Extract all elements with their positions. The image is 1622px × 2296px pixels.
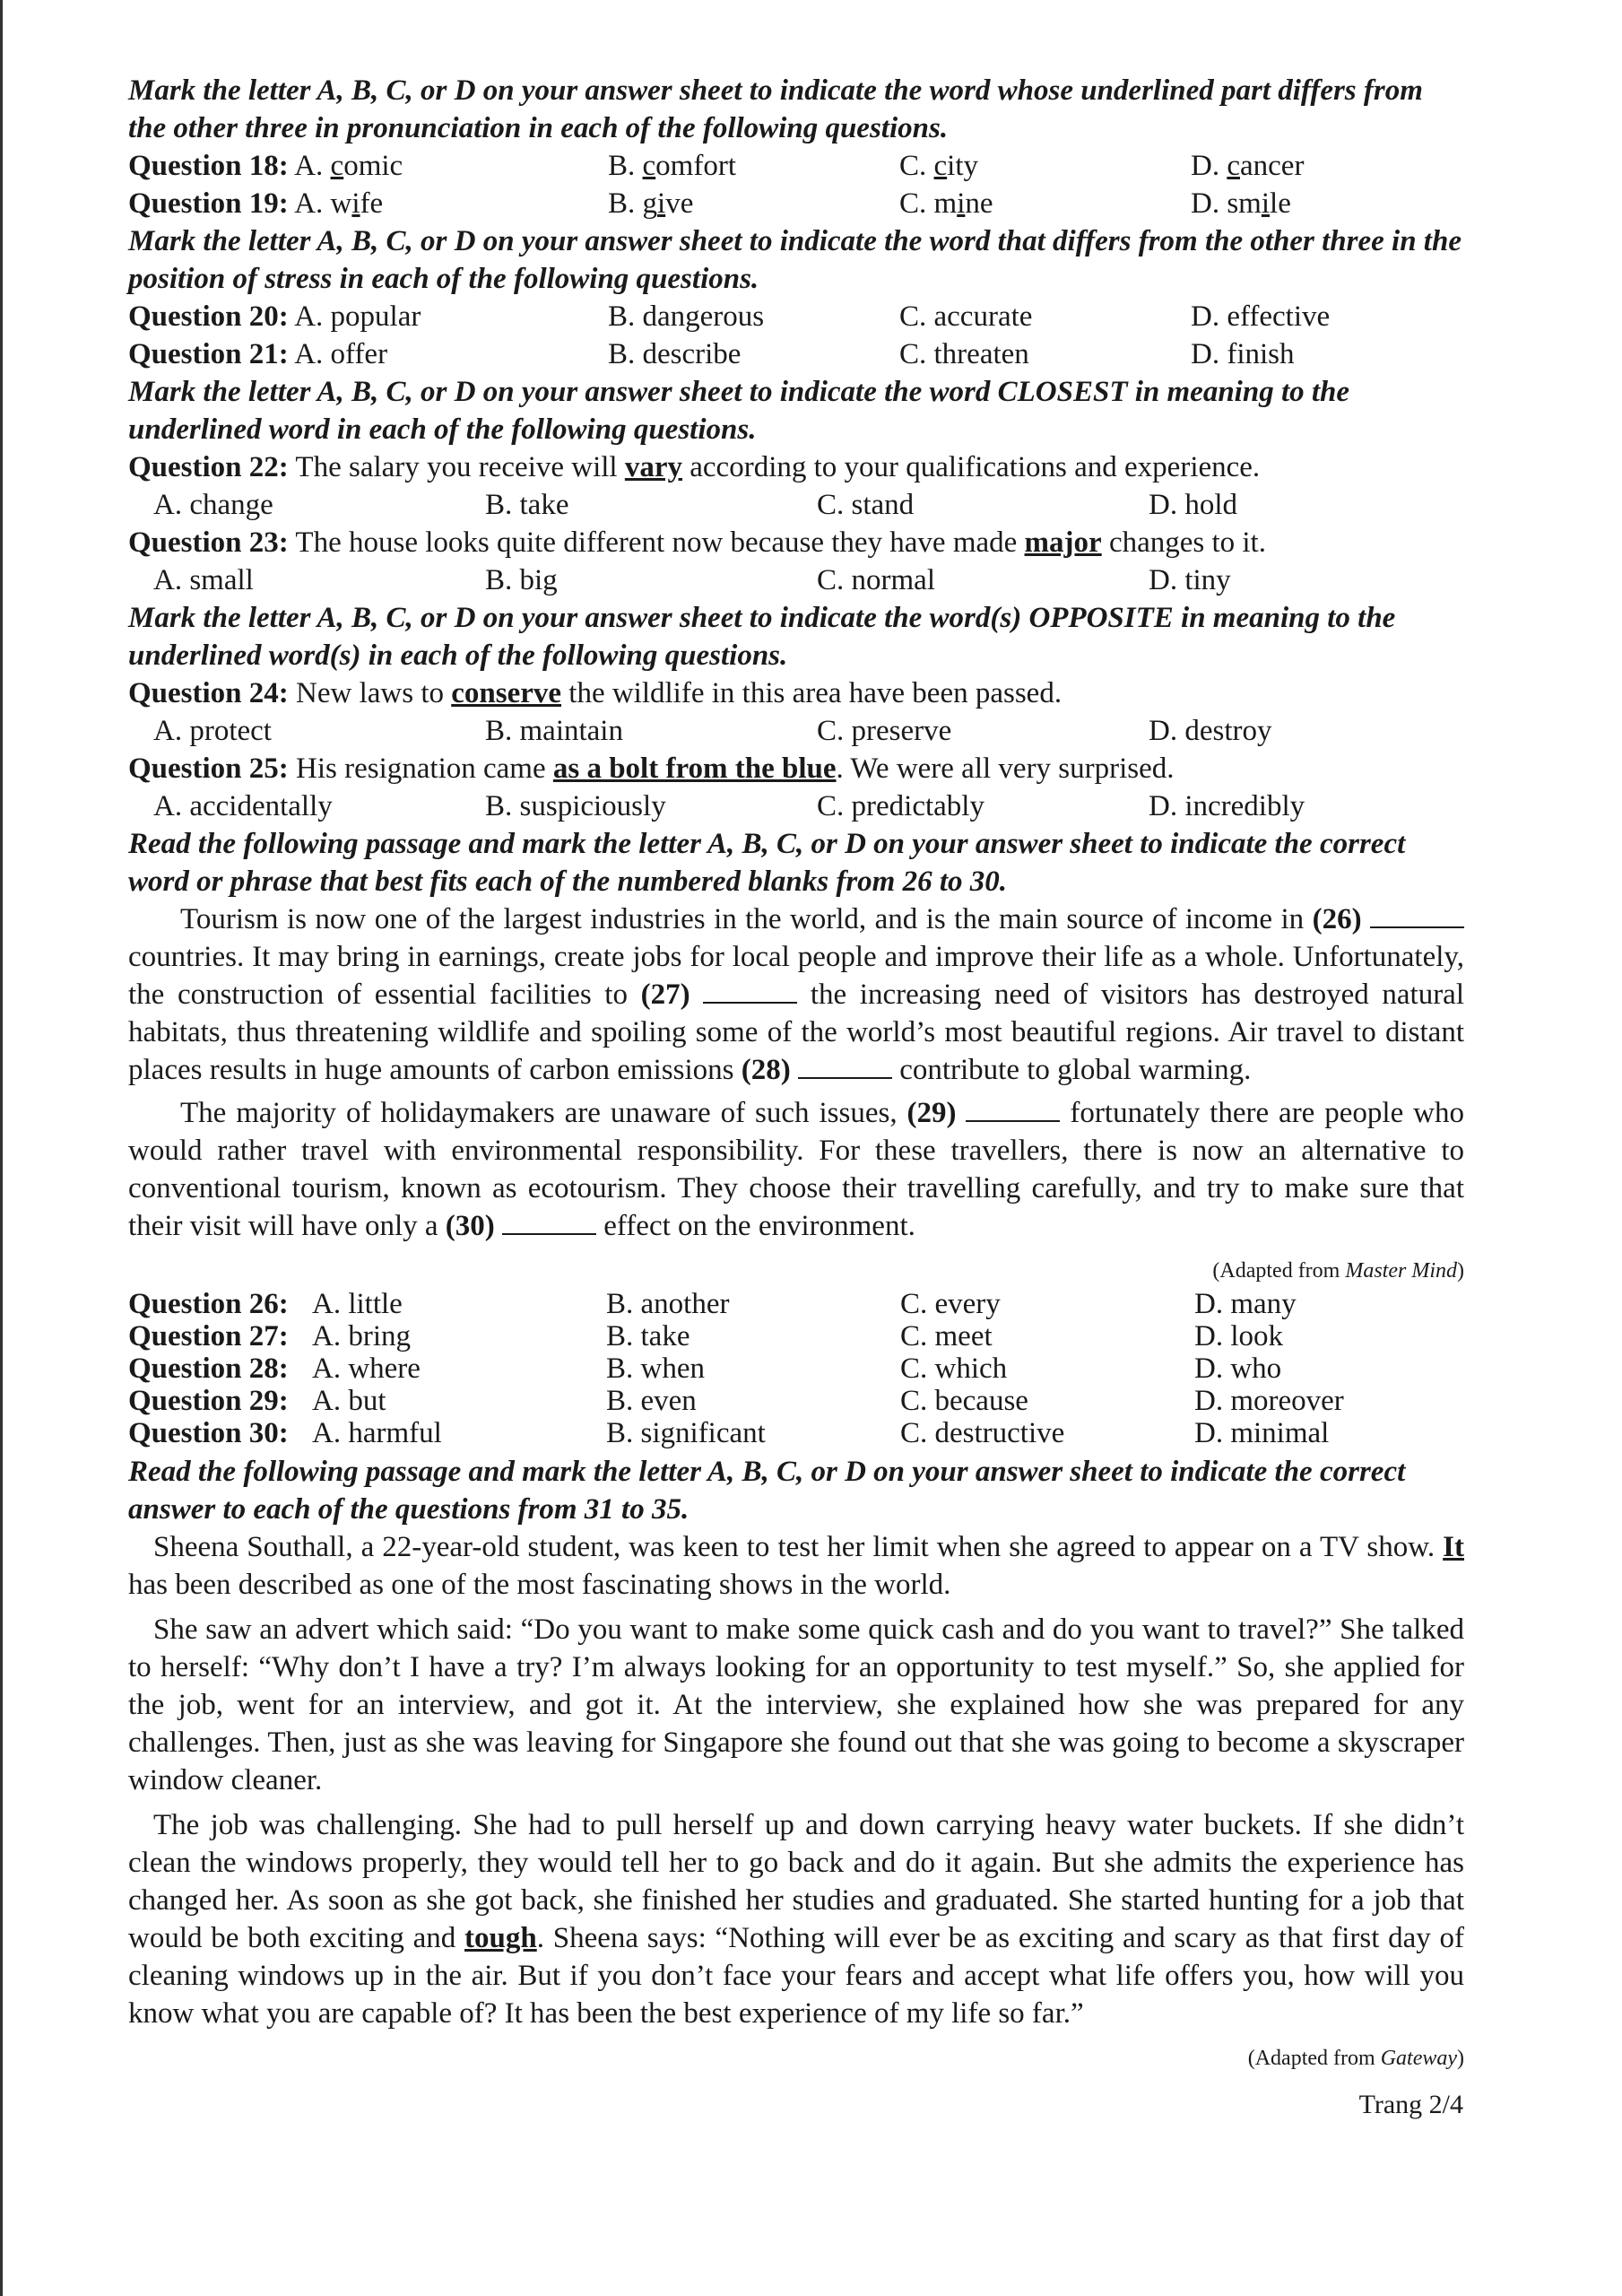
instruction-pronunciation: Mark the letter A, B, C, or D on your answer sheet to indicate the word whose underlined part differs from the other three in pronunciation in each of the following questions. — [128, 74, 1423, 144]
blank-27 — [703, 978, 797, 1004]
blank-26 — [1370, 903, 1464, 928]
exam-page — [128, 72, 1464, 2074]
reading-passage — [128, 1528, 1464, 2032]
blank-30 — [502, 1210, 596, 1235]
cloze-questions: Question 26: A. little B. another C. every D. many Question 27: A. bring B. take C. meet D. look Question 28: A. where B. when C. which D. who Question 29: A. but B. even C. because D. moreover Question 30: A. harmful B. significant C. destructive D. minimal — [128, 1288, 1344, 1449]
instruction-stress: Mark the letter A, B, C, or D on your answer sheet to indicate the word that differs from the other three in the position of stress in each of the following questions. — [128, 225, 1462, 295]
source-credit: (Adapted from Master Mind) — [1212, 1259, 1464, 1283]
question-24: Question 24: New laws to conserve the wildlife in this area have been passed. — [128, 677, 1063, 709]
blank-29 — [966, 1097, 1060, 1122]
question-label: Question 18: — [128, 150, 289, 182]
instruction-cloze: Read the following passage and mark the letter A, B, C, or D on your answer sheet to indicate the correct word or phrase that best fits each of the numbered blanks from 26 to 30. — [128, 828, 1406, 898]
cloze-passage — [128, 900, 1464, 1245]
question-18: Question 18: A. comic B. comfort C. city D. cancer — [128, 150, 1305, 182]
reading-paragraph-1: Sheena Southall, a 22-year-old student, was keen to test her limit when she agreed to appear on a TV show. It has been described as one of the most fascinating shows in the world. — [128, 1531, 1464, 1601]
cloze-paragraph-1: Tourism is now one of the largest industries in the world, and is the main source of income in (26) countries. It may bring in earnings, create jobs for local people and improve their life as a whole. Unfortunately, the construction of essential facilities to (27) the increasing need of visitors has destroyed natural habitats, thus threatening wildlife and spoiling some of the world’s most beautiful regions. Air travel to distant places results in huge amounts of carbon emissions (28) contribute to global warming. — [128, 903, 1465, 1086]
instruction-closest: Mark the letter A, B, C, or D on your answer sheet to indicate the word CLOSEST in meaning to the underlined word in each of the following questions. — [128, 376, 1350, 446]
question-19: Question 19: A. wife B. give C. mine D. smile — [128, 187, 1291, 220]
question-25: Question 25: His resignation came as a bolt from the blue. We were all very surprised. — [128, 752, 1175, 785]
source-credit: (Adapted from Gateway) — [1247, 2047, 1464, 2070]
question-23: Question 23: The house looks quite different now because they have made major changes to it. — [128, 526, 1266, 559]
question-20: Question 20: A. popular B. dangerous C. accurate D. effective — [128, 300, 1331, 333]
blank-28 — [798, 1054, 892, 1079]
instruction-opposite: Mark the letter A, B, C, or D on your answer sheet to indicate the word(s) OPPOSITE in meaning to the underlined word(s) in each of the following questions. — [128, 602, 1396, 672]
question-22-options: A. change B. take C. stand D. hold — [153, 489, 1237, 521]
page-number: Trang 2/4 — [1358, 2090, 1463, 2119]
cloze-paragraph-2: The majority of holidaymakers are unaware of such issues, (29) fortunately there are people who would rather travel with environmental responsibility. For these travellers, there is now an alternative to conventional tourism, known as ecotourism. They choose their travelling carefully, and try to make sure that their visit will have only a (30) effect on the environment. — [128, 1097, 1465, 1242]
page-edge-line — [0, 0, 3, 2296]
question-24-options: A. protect B. maintain C. preserve D. destroy — [153, 715, 1272, 747]
question-21: Question 21: A. offer B. describe C. threaten D. finish — [128, 338, 1295, 370]
question-label: Question 19: — [128, 187, 289, 220]
instruction-reading: Read the following passage and mark the letter A, B, C, or D on your answer sheet to indicate the correct answer to each of the questions from 31 to 35. — [128, 1456, 1406, 1526]
question-25-options: A. accidentally B. suspiciously C. predictably D. incredibly — [153, 790, 1305, 822]
question-23-options: A. small B. big C. normal D. tiny — [153, 564, 1231, 596]
question-22: Question 22: The salary you receive will vary according to your qualifications and experience. — [128, 451, 1261, 483]
reading-paragraph-3: The job was challenging. She had to pull herself up and down carrying heavy water buckets. If she didn’t clean the windows properly, they would tell her to go back and do it again. But she admits the experience has changed her. As soon as she got back, she finished her studies and graduated. She started hunting for a job that would be both exciting and tough. Sheena says: “Nothing will ever be as exciting and scary as that first day of cleaning windows up in the air. But if you don’t face your fears and accept what life offers you, how will you know what you are capable of? It has been the best experience of my life so far.” — [128, 1809, 1465, 2030]
reading-paragraph-2: She saw an advert which said: “Do you want to make some quick cash and do you want to travel?” She talked to herself: “Why don’t I have a try? I’m always looking for an opportunity to test myself.” So, she applied for the job, went for an interview, and got it. At the interview, she explained how she was prepared for any challenges. Then, just as she was leaving for Singapore she found out that she was going to become a skyscraper window cleaner. — [128, 1613, 1464, 1796]
